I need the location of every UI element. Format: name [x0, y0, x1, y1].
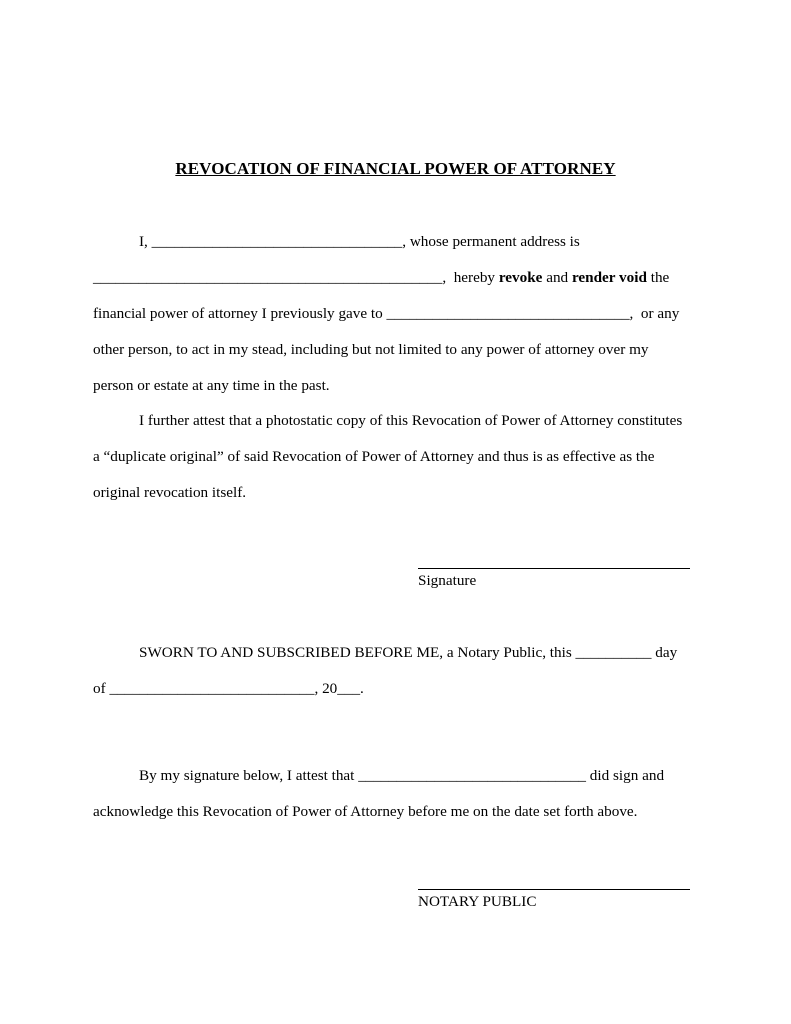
- text: , whose permanent address is: [402, 233, 580, 250]
- notary-signature-line: [418, 889, 690, 890]
- text: , 20: [314, 680, 338, 697]
- text: the: [646, 269, 670, 286]
- text: , hereby: [442, 269, 499, 286]
- text: day: [651, 644, 678, 661]
- text: of: [93, 680, 110, 697]
- paragraph1-line3: [93, 305, 679, 323]
- text: and: [542, 269, 572, 286]
- day-blank: __________: [575, 644, 652, 661]
- month-blank: ___________________________: [109, 680, 315, 697]
- text: SWORN TO AND SUBSCRIBED BEFORE ME, a Notary Public, this: [139, 644, 576, 661]
- text: By my signature below, I attest that: [139, 767, 359, 784]
- paragraph1-line5: person or estate at any time in the past.: [93, 377, 330, 394]
- text: .: [360, 680, 364, 697]
- paragraph1-line1: [139, 233, 580, 251]
- signature-label: Signature: [418, 572, 477, 589]
- attest-line1: [139, 767, 664, 785]
- text: did sign and: [586, 767, 665, 784]
- sworn-line1: [139, 644, 677, 662]
- bold-render-void: render void: [571, 269, 647, 286]
- notary-label: NOTARY PUBLIC: [418, 893, 537, 910]
- signature-line: [418, 568, 690, 569]
- paragraph1-line4: other person, to act in my stead, including but not limited to any power of attorney over my: [93, 341, 649, 358]
- year-blank: ___: [337, 680, 361, 697]
- text: , or any: [629, 305, 680, 322]
- paragraph2-line2: a “duplicate original” of said Revocation of Power of Attorney and thus is as effective as the: [93, 448, 655, 465]
- address-blank: ______________________________________________: [93, 269, 443, 286]
- text: financial power of attorney I previously gave to: [93, 305, 387, 322]
- attest-line2: acknowledge this Revocation of Power of Attorney before me on the date set forth above.: [93, 803, 638, 820]
- principal-blank: ______________________________: [358, 767, 586, 784]
- name-blank: _________________________________: [151, 233, 403, 250]
- sworn-line2: [93, 680, 364, 698]
- bold-revoke: revoke: [498, 269, 543, 286]
- attorney-blank: ________________________________: [386, 305, 630, 322]
- paragraph2-line1: I further attest that a photostatic copy of this Revocation of Power of Attorney constitutes: [139, 412, 683, 429]
- paragraph1-line2: [93, 269, 669, 287]
- paragraph2-line3: original revocation itself.: [93, 484, 247, 501]
- text: I,: [139, 233, 152, 250]
- document-title: REVOCATION OF FINANCIAL POWER OF ATTORNEY: [175, 159, 616, 178]
